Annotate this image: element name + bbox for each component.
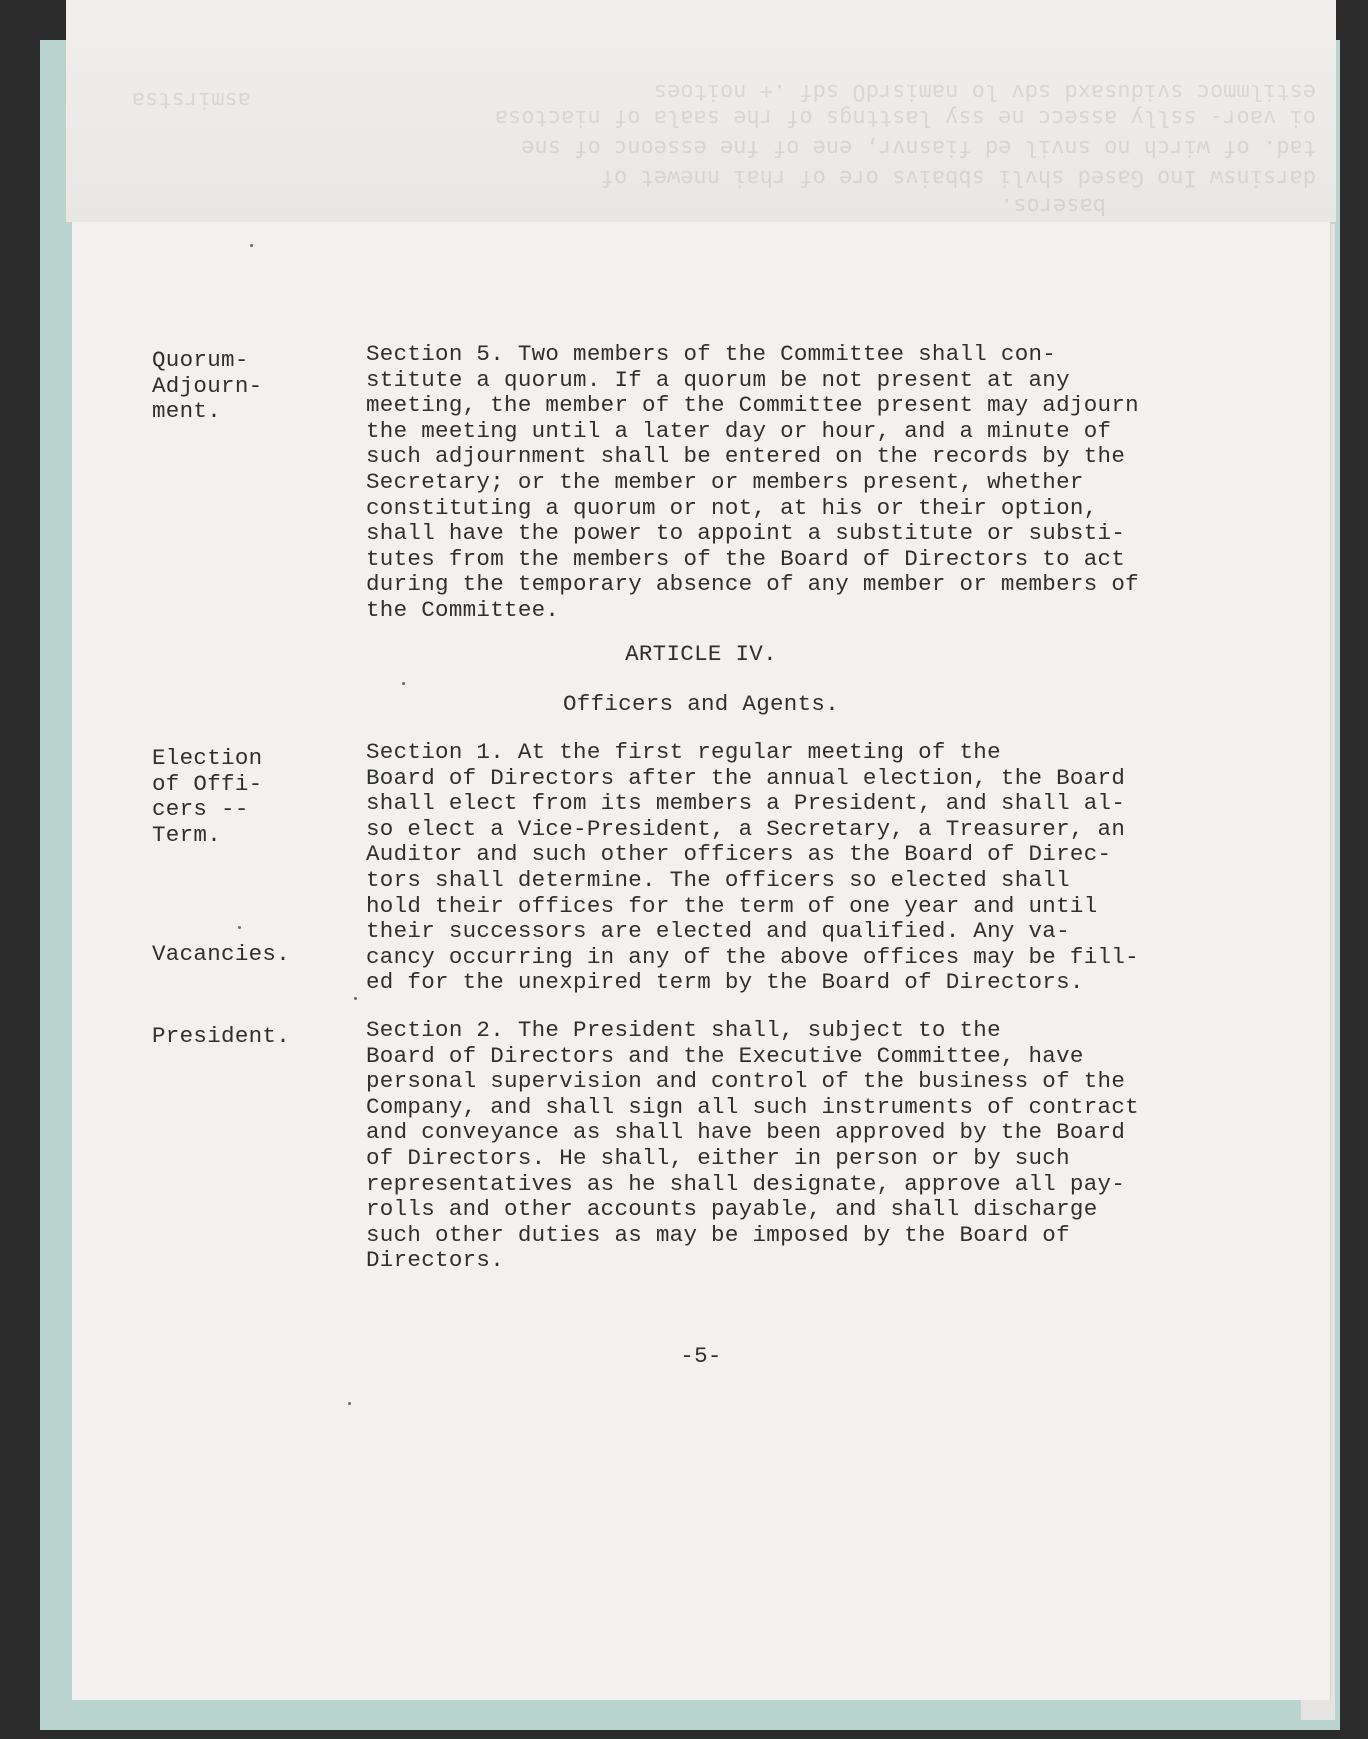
margin-note-president: President. [152, 1023, 291, 1049]
ghost-line: tad. of wirch no snvil ed fiasnvr, ene of fne esseonc of sne [521, 135, 1316, 160]
paper-speck [402, 682, 405, 685]
paper-speck [250, 244, 253, 247]
ghost-line: estilmmoc svidusaxd sdv lo namisrdO sdf .+ noitoes [653, 79, 1316, 104]
section-1 [366, 740, 1286, 996]
ghost-line: baseros. [1000, 193, 1106, 218]
article-heading: ARTICLE IV. [625, 641, 777, 667]
article-subheading: Officers and Agents. [562, 691, 840, 717]
section-2 [366, 1018, 1286, 1274]
margin-note-election: Election of Offi- cers -- Term. [152, 745, 263, 848]
section-1-text: Section 1. At the first regular meeting of the Board of Directors after the annual election, the Board shall elect from its members a President, and shall al- so elect a Vice-President, a Secretary, a Treasurer, an Auditor and such other officers as the Board of Direc- tors shall determine. The officers so elected shall hold their offices for the term of one year and until their successors are elected and qualified. Any va- cancy occurring in any of the above offices may be fill- ed for the unexpired term by the Board of Directors. [366, 739, 1139, 996]
paper-speck [238, 926, 241, 929]
ghost-line: oi vaor- sslly assecc ne ssy lasttngs of rhe saala of niactosa [494, 105, 1316, 130]
section-2-text: Section 2. The President shall, subject to the Board of Directors and the Executive Committee, have personal supervision and control of the business of the Company, and shall sign all such instruments of contract and conveyance as shall have been approved by the Board of Directors. He shall, either in person or by such representatives as he shall designate, approve all pay- rolls and other accounts payable, and shall discharge such other duties as may be imposed by the Board of Directors. [366, 1017, 1139, 1274]
paper-speck [348, 1402, 351, 1405]
ghost-line: asmirstsa [131, 87, 251, 112]
section-5-text: Section 5. Two members of the Committee shall con- stitute a quorum. If a quorum be not present at any meeting, the member of the Committee present may adjourn the meeting until a later day or hour, and a minute of such adjournment shall be entered on the records by the Secretary; or the member or members present, whether constituting a quorum or not, at his or their option, shall have the power to appoint a substitute or substi- tutes from the members of the Board of Directors to act during the temporary absence of any member or members of the Committee. [366, 341, 1139, 623]
document-page [72, 222, 1330, 1700]
ghost-line: darsinsw Ino Gased shvli sbbaivs ore of rhai nnewet of [600, 165, 1316, 190]
paper-speck [354, 997, 357, 1000]
folded-previous-page [66, 0, 1336, 224]
section-5 [366, 342, 1286, 624]
margin-note-vacancies: Vacancies. [152, 941, 291, 967]
bleed-through-text [66, 0, 1336, 222]
margin-note-quorum: Quorum- Adjourn- ment. [152, 347, 263, 425]
page-number: -5- [680, 1343, 722, 1369]
